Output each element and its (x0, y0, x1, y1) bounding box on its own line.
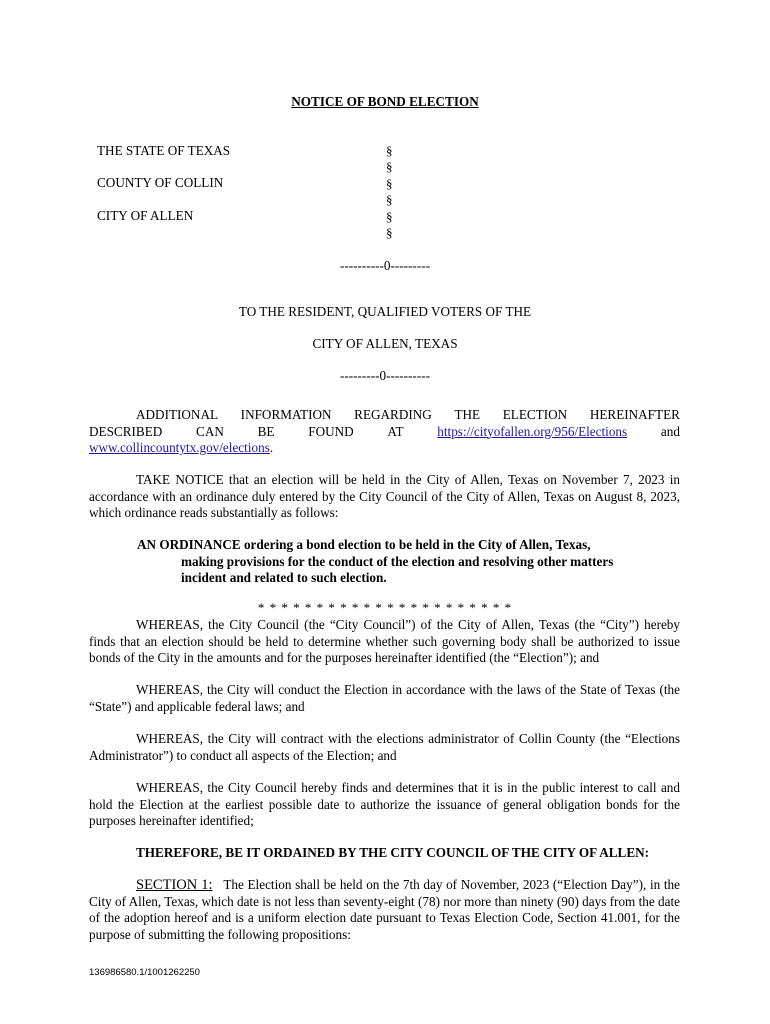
therefore-clause: THEREFORE, BE IT ORDAINED BY THE CITY COUNCIL OF THE CITY OF ALLEN: (136, 845, 650, 860)
county-label: COUNTY OF COLLIN (97, 175, 224, 190)
address-line: TO THE RESIDENT, QUALIFIED VOTERS OF THE (238, 304, 532, 319)
section-1-text: The Election shall be held on the 7th day of November, 2023 (“Election Day”), in the City of Allen, Texas, which date is not less than seventy-eight (78) nor more than ninety (90) days from the date of the adoption hereof and is a uniform election date pursuant to Texas Election Code, Section 41.001, for the purpose of submitting the following propositions: (89, 877, 681, 942)
additional-info-line3: www.collincountytx.gov/elections. (89, 440, 274, 455)
document-title: NOTICE OF BOND ELECTION (291, 94, 479, 109)
whereas-paragraph-1: WHEREAS, the City Council (the “City Council”) of the City of Allen, Texas (the “City”) hereby finds that an election should be held to determine whether such governing body shall be authorized to issue bonds of the City in the amounts and for the purposes hereinafter identified (the “Election”); and (89, 617, 680, 665)
city-label: CITY OF ALLEN (97, 208, 194, 223)
stars-divider: * * * * * * * * * * * * * * * * * * * * * * (257, 600, 513, 615)
city-elections-link[interactable]: https://cityofallen.org/956/Elections (437, 423, 628, 439)
section-symbol: § (386, 175, 393, 191)
document-id-footer: 136986580.1/1001262250 (89, 967, 200, 978)
section-symbol: § (386, 208, 393, 224)
whereas-paragraph-4: WHEREAS, the City Council hereby finds and determines that it is in the public interest to call and hold the Election at the earliest possible date to authorize the issuance of general obligation bonds for the purposes hereinafter identified; (89, 780, 680, 828)
section-symbol: § (386, 159, 393, 175)
separator-line: ----------0--------- (339, 258, 431, 273)
whereas-paragraph-2: WHEREAS, the City will conduct the Election in accordance with the laws of the State of Texas (the “State”) and applicable federal laws; and (89, 682, 680, 714)
section-symbol: § (386, 143, 393, 158)
section-symbol: § (386, 224, 393, 240)
additional-info-line2: DESCRIBED CAN BE FOUND AT https://cityofallen.org/956/Elections and (89, 423, 680, 439)
address-city-line: CITY OF ALLEN, TEXAS (312, 336, 458, 351)
section-symbol-column (386, 143, 393, 241)
additional-info-paragraph (89, 407, 680, 457)
take-notice-paragraph: TAKE NOTICE that an election will be held in the City of Allen, Texas on November 7, 2023 in accordance with an ordinance duly entered by the City Council of the City of Allen, Texas on August 8, 2023, which ordinance reads substantially as follows: (89, 472, 680, 520)
section-symbol: § (386, 192, 393, 208)
whereas-paragraph-3: WHEREAS, the City will contract with the elections administrator of Collin County (the “Elections Administrator”) to conduct all aspects of the Election; and (89, 731, 680, 763)
additional-info-line1: ADDITIONAL INFORMATION REGARDING THE ELECTION HEREINAFTER (136, 407, 680, 422)
state-label: THE STATE OF TEXAS (97, 143, 231, 158)
separator-line: ---------0---------- (339, 368, 431, 383)
ordinance-title: AN ORDINANCE ordering a bond election to be held in the City of Allen, Texas, making provisions for the conduct of the election and resolving other matters incident and related to such election. (137, 537, 614, 585)
section-1-paragraph (89, 877, 680, 943)
section-1-label: SECTION 1: (136, 877, 213, 893)
county-elections-link[interactable]: www.collincountytx.gov/elections (89, 440, 270, 455)
